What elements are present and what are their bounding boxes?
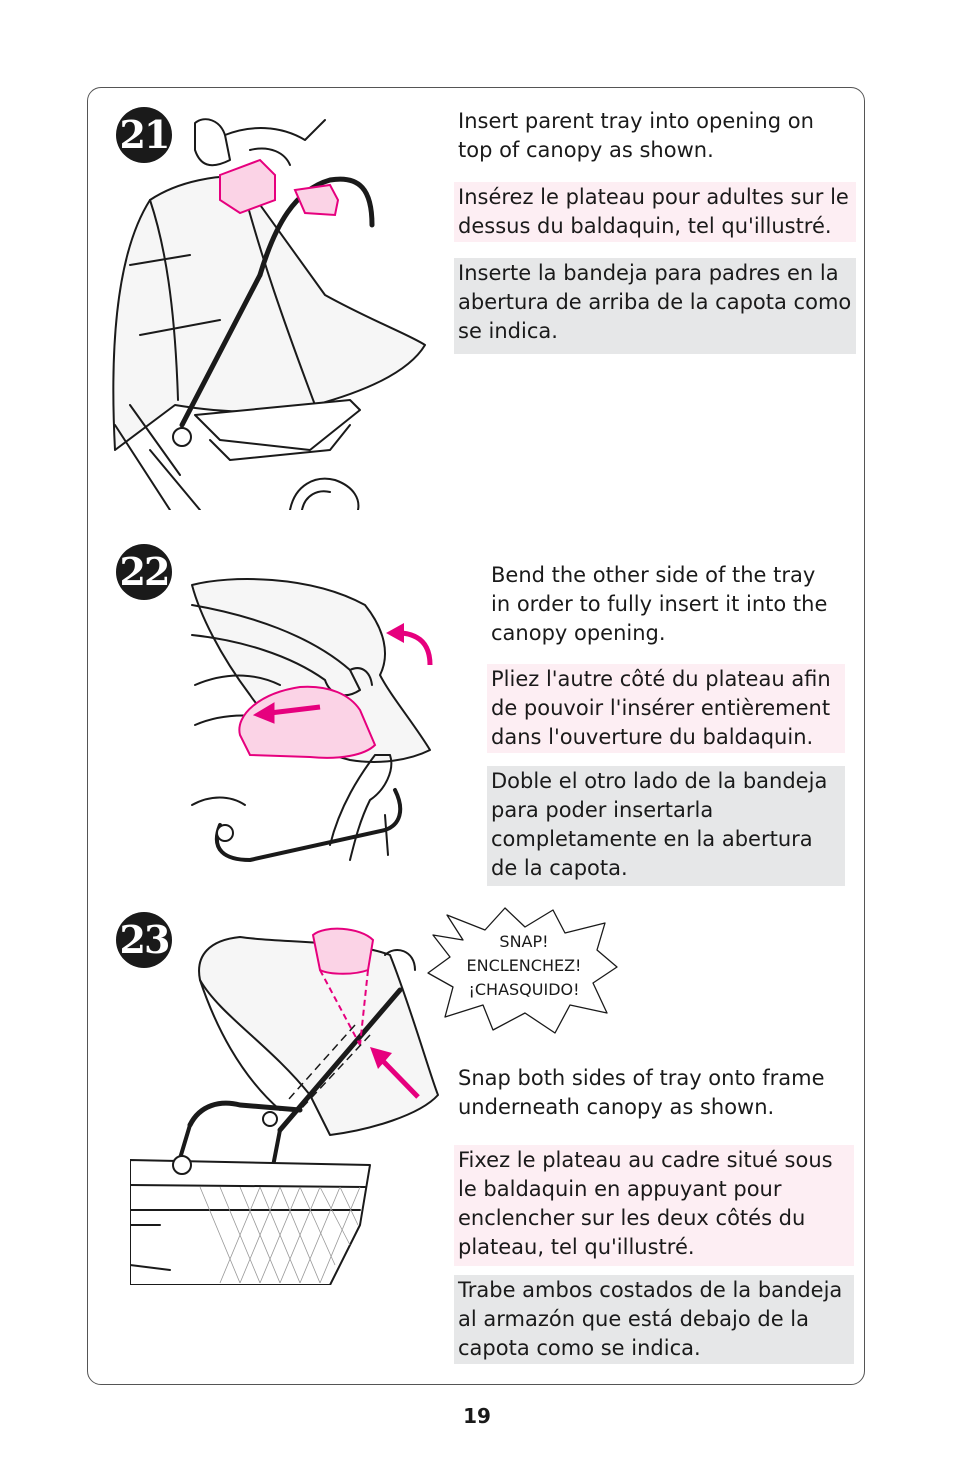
snap-callout-fr: ENCLENCHEZ!	[466, 956, 582, 975]
snap-callout-es: ¡CHASQUIDO!	[468, 980, 580, 999]
step-number-23: 23	[116, 912, 172, 968]
step-21-english: Insert parent tray into opening on top of canopy as shown.	[458, 109, 814, 162]
step-23-french: Fixez le plateau au cadre situé sous le baldaquin en appuyant pour enclencher sur les deux côtés du plateau, tel qu'illustré.	[454, 1145, 854, 1266]
snap-callout-text	[449, 930, 599, 1002]
step-number-21: 21	[116, 107, 172, 163]
page-number: 19	[463, 1404, 491, 1428]
snap-callout-en: SNAP!	[499, 932, 549, 951]
step-number-22: 22	[116, 544, 172, 600]
step-21-illustration	[110, 105, 440, 510]
step-21-french: Insérez le plateau pour adultes sur le dessus du baldaquin, tel qu'illustré.	[454, 182, 856, 242]
step-22-illustration	[190, 575, 440, 865]
curved-arrow-icon	[386, 623, 430, 665]
step-23-illustration	[130, 925, 440, 1285]
step-22-english: Bend the other side of the tray in order to fully insert it into the canopy opening.	[491, 563, 828, 645]
step-23-english: Snap both sides of tray onto frame underneath canopy as shown.	[458, 1066, 825, 1119]
step-21-spanish: Inserte la bandeja para padres en la abertura de arriba de la capota como se indica.	[454, 258, 856, 354]
step-23-spanish: Trabe ambos costados de la bandeja al armazón que está debajo de la capota como se indica.	[454, 1275, 854, 1364]
step-22-spanish: Doble el otro lado de la bandeja para poder insertarla completamente en la abertura de la capota.	[487, 766, 845, 886]
step-22-french: Pliez l'autre côté du plateau afin de pouvoir l'insérer entièrement dans l'ouverture du baldaquin.	[487, 664, 845, 753]
